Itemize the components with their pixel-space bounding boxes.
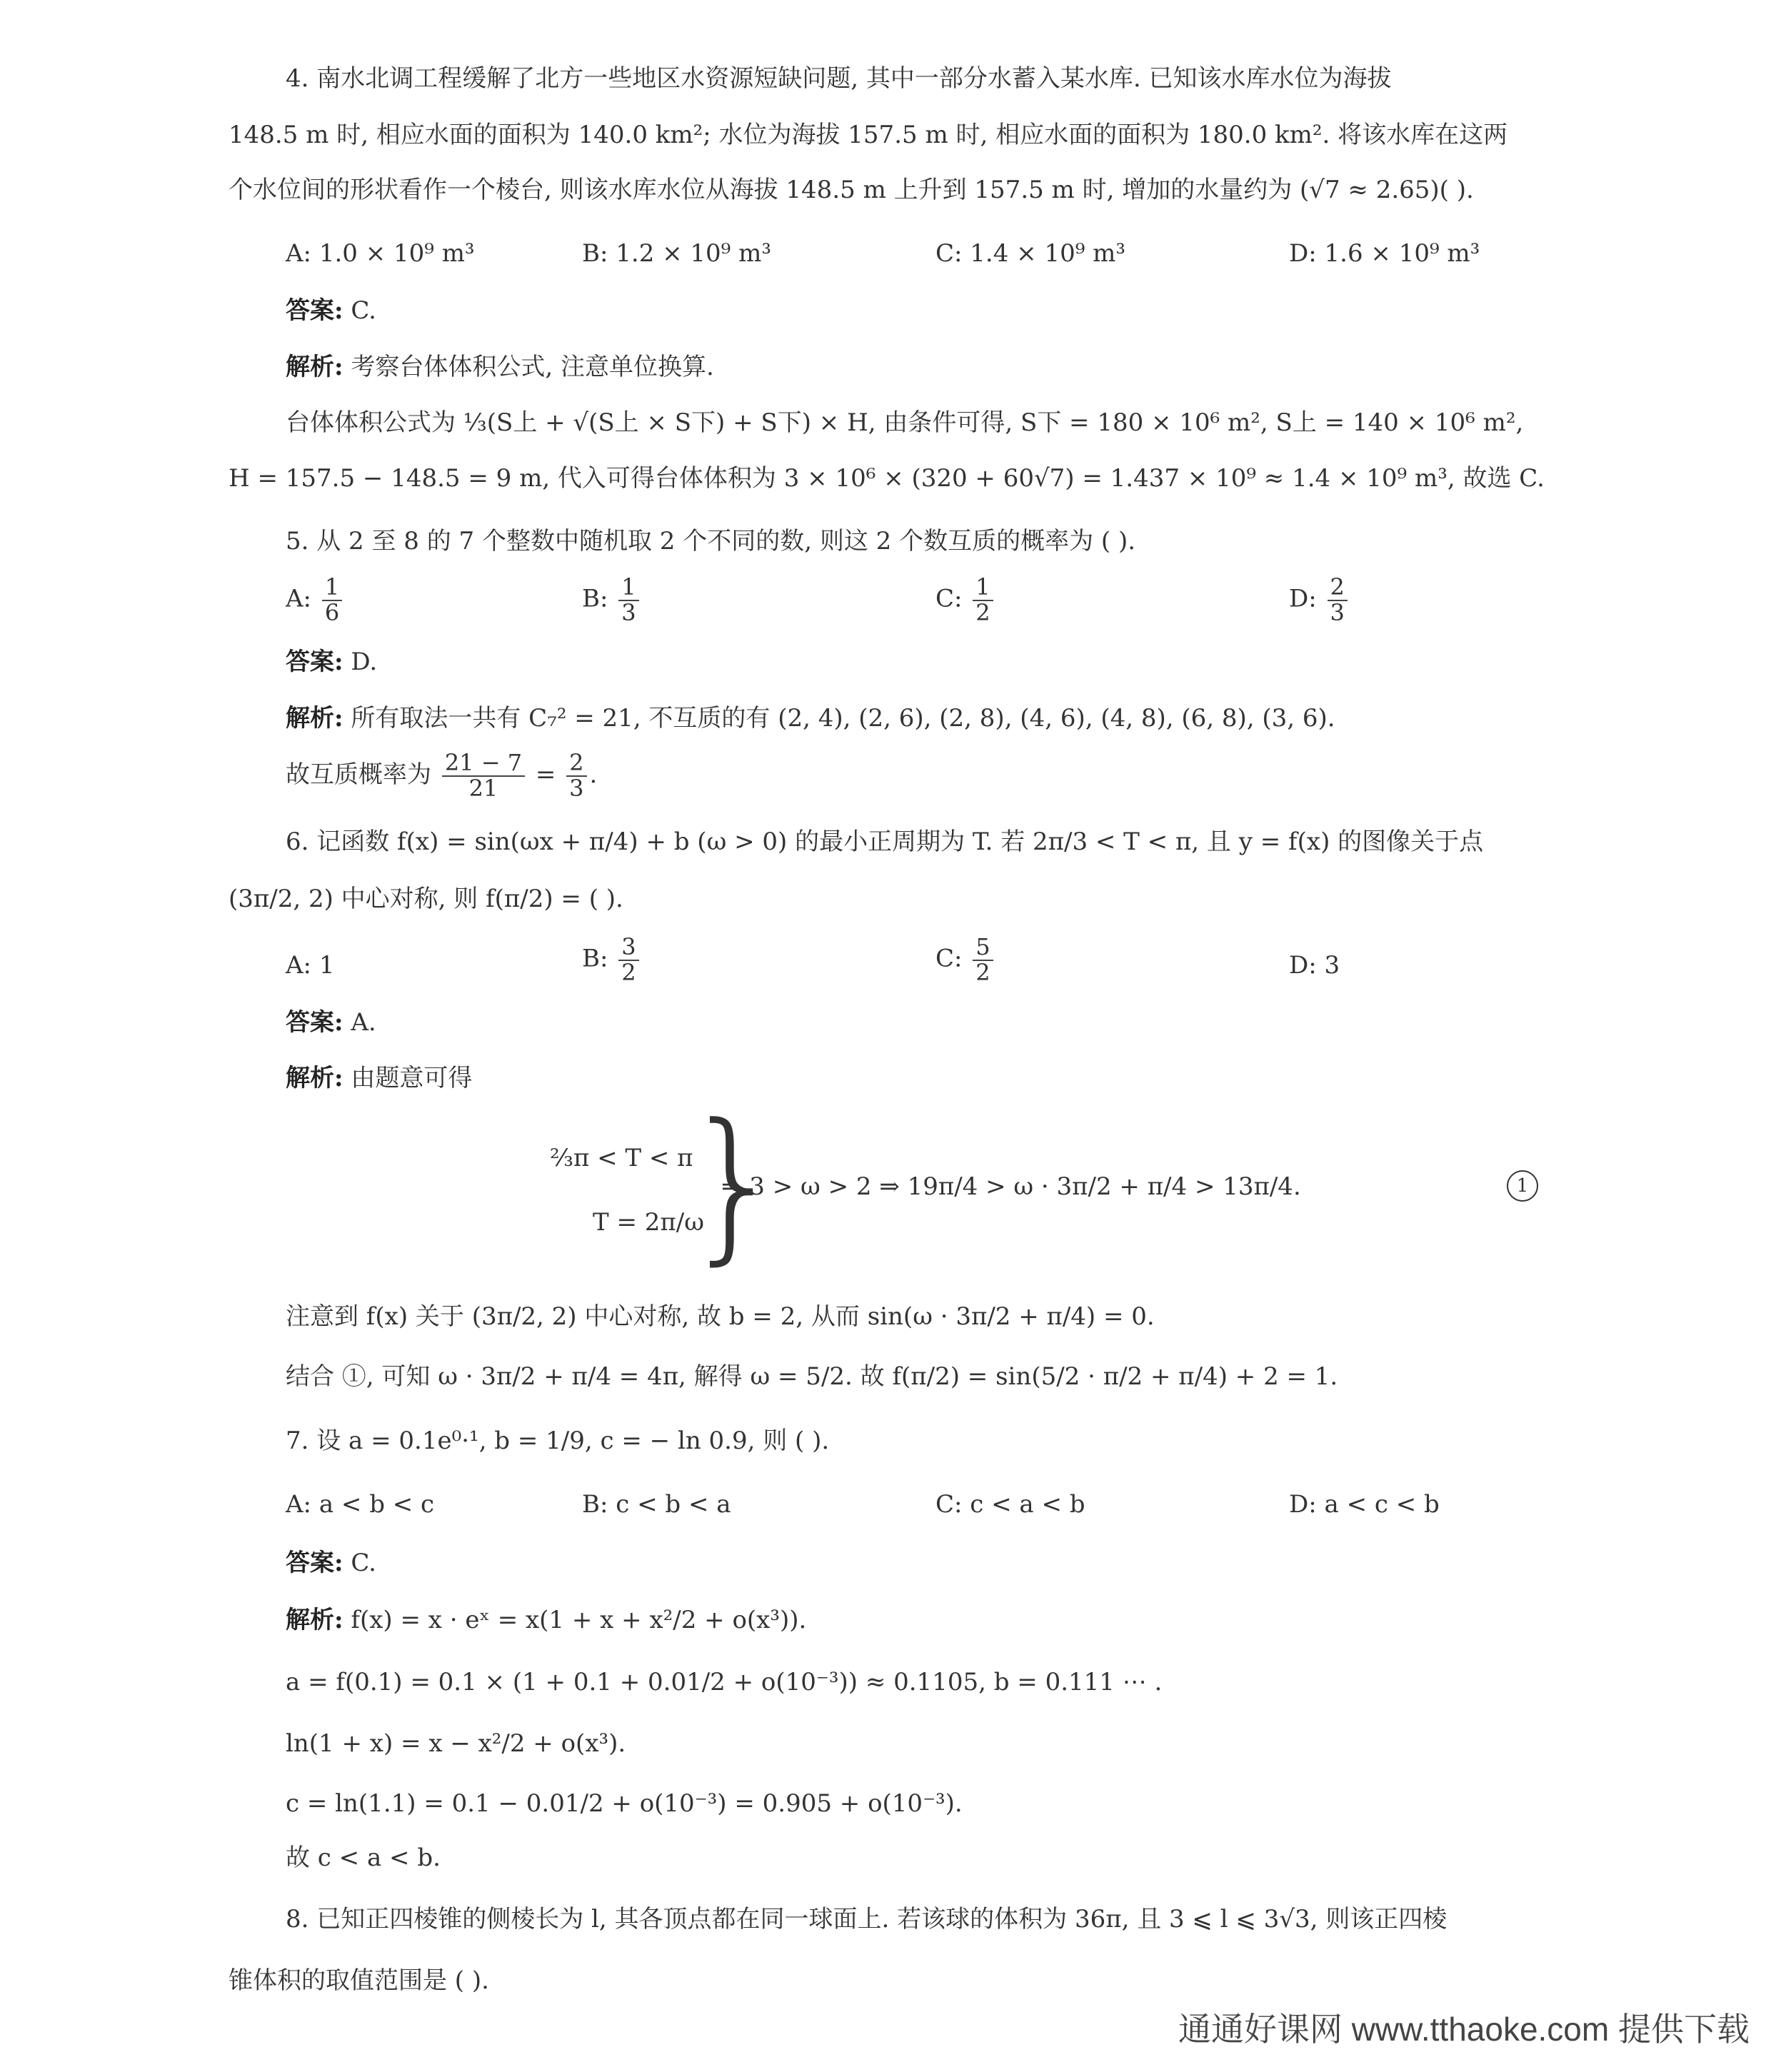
q6-analysis [286,1062,472,1094]
q7-derivation-2: ln(1 + x) = x − x²/2 + o(x³). [286,1729,626,1758]
q6-option-b [582,935,642,985]
q7-option-d: D: a < c < b [1289,1490,1440,1519]
answer-value: A. [343,1008,376,1037]
denominator: 6 [324,598,340,626]
numerator: 2 [566,751,586,777]
denominator: 2 [621,958,636,986]
q5-stem: 5. 从 2 至 8 的 7 个整数中随机取 2 个不同的数, 则这 2 个数互质的概率为 ( ). [286,527,1136,555]
numerator: 1 [618,575,638,601]
conclusion-fraction [442,751,525,800]
q4-stem-line2: 148.5 m 时, 相应水面的面积为 140.0 km²; 水位为海拔 157.5 m 时, 相应水面的面积为 180.0 km². 将该水库在这两 [229,121,1508,149]
analysis-label: 解析: [286,1606,343,1634]
q6-system-result: ⇒ 3 > ω > 2 ⇒ 19π/4 > ω · 3π/2 + π/4 > 13π/4. [721,1172,1301,1201]
numerator: 21 − 7 [442,751,525,777]
option-fraction [1328,575,1348,625]
option-label: B: [582,944,608,973]
option-fraction [618,935,638,985]
q6-stem-line2: (3π/2, 2) 中心对称, 则 f(π/2) = ( ). [229,885,623,913]
denominator: 2 [975,598,990,626]
option-label: D: [1289,584,1317,613]
answer-value: C. [343,1549,376,1577]
q6-stem-line1: 6. 记函数 f(x) = sin(ωx + π/4) + b (ω > 0) 的最小正周期为 T. 若 2π/3 < T < π, 且 y = f(x) 的图像关于点 [286,828,1484,856]
q6-system-line2: T = 2π/ω [593,1208,704,1237]
conclusion-prefix: 故互质概率为 [286,760,431,789]
period: . [589,760,598,789]
denominator: 21 [468,775,498,802]
option-value: 3 [1324,951,1340,980]
q7-derivation-3: c = ln(1.1) = 0.1 − 0.01/2 + o(10⁻³) = 0.905 + o(10⁻³). [286,1789,963,1818]
analysis-label: 解析: [286,1064,343,1092]
option-label: B: [582,584,608,613]
q4-analysis [286,351,714,383]
q8-stem-line2: 锥体积的取值范围是 ( ). [229,1966,489,1995]
option-fraction [618,575,638,625]
q5-option-a [286,575,345,625]
numerator: 1 [973,575,993,601]
circled-number-icon: 1 [1507,1170,1538,1202]
numerator: 2 [1328,575,1348,601]
answer-value: C. [343,296,376,325]
q4-option-b: B: 1.2 × 10⁹ m³ [582,239,771,268]
answer-value: D. [343,648,378,676]
q4-formula-line1: 台体体积公式为 ⅓(S上 + √(S上 × S下) + S下) × H, 由条件可得, S下 = 180 × 10⁶ m², S上 = 140 × 10⁶ m², [286,408,1524,437]
option-fraction [322,575,342,625]
denominator: 3 [1330,598,1345,626]
q7-option-c: C: c < a < b [935,1490,1085,1519]
option-label: C: [935,584,963,613]
analysis-text: 所有取法一共有 C₇² = 21, 不互质的有 (2, 4), (2, 6), (2, 8), (4, 6), (4, 8), (6, 8), (3, 6). [343,704,1335,733]
right-brace-icon: } [682,1090,787,1280]
q7-answer [286,1547,376,1579]
analysis-label: 解析: [286,353,343,381]
option-value: 1 [318,951,335,980]
q7-option-a: A: a < b < c [286,1490,435,1519]
q6-note: 注意到 f(x) 关于 (3π/2, 2) 中心对称, 故 b = 2, 从而 sin(ω · 3π/2 + π/4) = 0. [286,1302,1155,1331]
conclusion-result [566,751,586,800]
answer-label: 答案: [286,1549,343,1577]
q6-option-a [286,950,334,981]
q7-stem: 7. 设 a = 0.1e⁰·¹, b = 1/9, c = − ln 0.9, 则 ( ). [286,1427,830,1455]
denominator: 3 [621,598,636,626]
answer-label: 答案: [286,648,343,676]
q7-conclusion: 故 c < a < b. [286,1844,441,1872]
q4-formula-line2: H = 157.5 − 148.5 = 9 m, 代入可得台体体积为 3 × 10⁶ × (320 + 60√7) = 1.437 × 10⁹ ≈ 1.4 × 10⁹ m³, 故选 C. [229,464,1545,493]
q5-answer [286,646,377,678]
q5-option-b [582,575,642,625]
q6-option-d [1289,950,1340,981]
q7-option-b: B: c < b < a [582,1490,731,1519]
option-fraction [973,935,993,985]
q4-option-c: C: 1.4 × 10⁹ m³ [935,239,1126,268]
q4-option-d: D: 1.6 × 10⁹ m³ [1289,239,1480,268]
q5-analysis [286,703,1335,734]
option-label: C: [935,944,963,973]
numerator: 3 [618,935,638,961]
numerator: 1 [322,575,342,601]
q4-stem-line3: 个水位间的形状看作一个棱台, 则该水库水位从海拔 148.5 m 上升到 157.5 m 时, 增加的水量约为 (√7 ≈ 2.65)( ). [229,176,1474,204]
q7-derivation-1: a = f(0.1) = 0.1 × (1 + 0.1 + 0.01/2 + o(10⁻³)) ≈ 0.1105, b = 0.111 ⋯ . [286,1668,1163,1696]
answer-label: 答案: [286,296,343,325]
watermark: 通通好课网 www.tthaoke.com 提供下载 [1178,2011,1750,2048]
analysis-text: 由题意可得 [343,1064,473,1092]
q5-conclusion [286,750,597,801]
option-label: A: [286,584,312,613]
q6-system-line1: ⅔π < T < π [550,1144,693,1172]
q7-analysis [286,1604,806,1636]
q4-option-a: A: 1.0 × 10⁹ m³ [286,239,475,268]
analysis-text: f(x) = x · eˣ = x(1 + x + x²/2 + o(x³)). [343,1606,807,1634]
q4-stem-line1: 4. 南水北调工程缓解了北方一些地区水资源短缺问题, 其中一部分水蓄入某水库. 已知该水库水位为海拔 [286,64,1392,93]
q5-option-d [1289,575,1350,625]
analysis-text: 考察台体体积公式, 注意单位换算. [343,353,714,381]
answer-label: 答案: [286,1008,343,1037]
q8-stem-line1: 8. 已知正四棱锥的侧棱长为 l, 其各顶点都在同一球面上. 若该球的体积为 36π, 且 3 ⩽ l ⩽ 3√3, 则该正四棱 [286,1905,1448,1933]
numerator: 5 [973,935,993,961]
option-label: D: [1289,951,1317,980]
q6-equation-number [1507,1168,1538,1202]
q6-option-c [935,935,996,985]
q6-answer [286,1007,376,1038]
q6-combine: 结合 ①, 可知 ω · 3π/2 + π/4 = 4π, 解得 ω = 5/2. 故 f(π/2) = sin(5/2 · π/2 + π/4) + 2 = 1. [286,1362,1338,1391]
option-label: A: [286,951,312,980]
q5-option-c [935,575,996,625]
denominator: 3 [569,775,584,802]
analysis-label: 解析: [286,704,343,733]
denominator: 2 [975,958,990,986]
q4-answer [286,295,376,326]
option-fraction [973,575,993,625]
equals-sign: = [535,760,556,789]
